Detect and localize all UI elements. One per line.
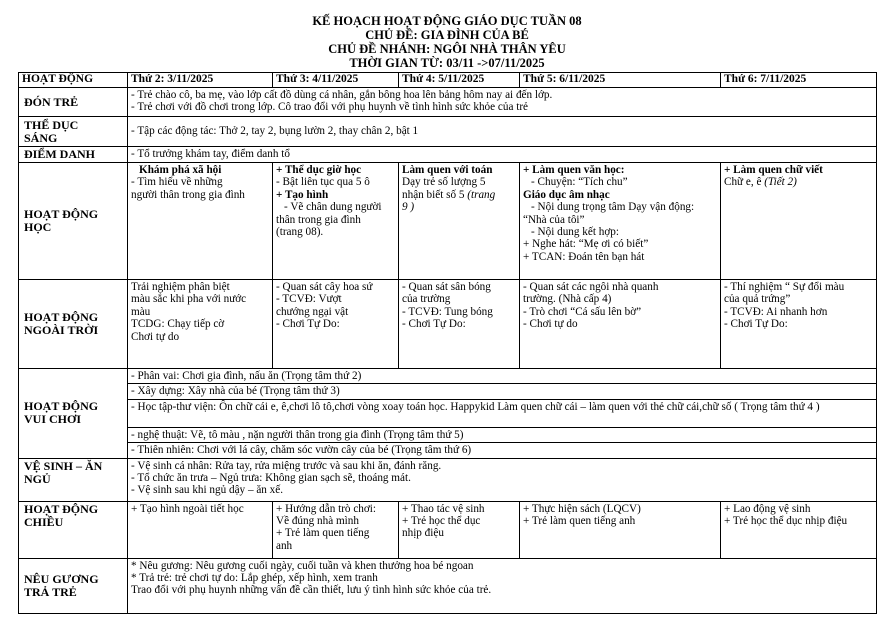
hoc-thursday: + Làm quen văn học: - Chuyện: “Tích chu” Giáo dục âm nhạc - Nội dung trọng tâm Dạy vận động: “Nhà của tôi” - Nội dung kết hợp: + Nghe hát: “Mẹ ơi có biết” + TCAN: Đoán tên bạn hát [520,163,721,280]
chieu-wednesday: + Thao tác vệ sinh + Trẻ học thể dục nhịp điệu [399,501,520,558]
col-tuesday: Thứ 3: 4/11/2025 [273,73,399,88]
label-chieu: HOẠT ĐỘNG CHIỀU [19,501,128,558]
title-time-range: THỜI GIAN TỪ: 03/11 ->07/11/2025 [349,56,545,70]
chieu-thursday: + Thực hiện sách (LQCV) + Trẻ làm quen tiếng anh [520,501,721,558]
ngoai-troi-thursday: - Quan sát các ngôi nhà quanh trường. (Nhà cấp 4) - Trò chơi “Cá sấu lên bờ” - Chơi tự do [520,280,721,369]
col-wednesday: Thứ 4: 5/11/2025 [399,73,520,88]
row-vui-choi-5 [19,443,877,458]
label-vui-choi: HOẠT ĐỘNG VUI CHƠI [19,369,128,459]
hoc-friday: + Làm quen chữ viết Chữ e, ê (Tiết 2) [721,163,877,280]
don-tre-content: - Trẻ chào cô, ba mẹ, vào lớp cất đồ dùng cá nhân, gắn bông hoa lên bảng hôm nay ai đến lớp. - Trẻ chơi với đồ chơi trong lớp. Cô trao đổi với phụ huynh về tình hình sức khỏe của trẻ [128,88,877,117]
title-subtheme: CHỦ ĐỀ NHÁNH: NGÔI NHÀ THÂN YÊU [328,42,566,56]
vui-choi-xay-dung: - Xây dựng: Xây nhà của bé (Trọng tâm thứ 3) [128,384,877,399]
label-the-duc-sang: THỂ DỤC SÁNG [19,117,128,147]
label-diem-danh: ĐIỂM DANH [19,147,128,163]
title-theme: CHỦ ĐỀ: GIA ĐÌNH CỦA BÉ [365,28,529,42]
row-diem-danh [19,147,877,163]
chieu-friday: + Lao động vệ sinh + Trẻ học thể dục nhịp điệu [721,501,877,558]
chieu-monday: + Tạo hình ngoài tiết học [128,501,273,558]
col-monday: Thứ 2: 3/11/2025 [128,73,273,88]
label-neu-guong: NÊU GƯƠNG TRẢ TRẺ [19,558,128,613]
the-duc-content: - Tập các động tác: Thở 2, tay 2, bụng lườn 2, thay chân 2, bật 1 [128,117,877,147]
ngoai-troi-monday: Trải nghiệm phân biệt màu sắc khi pha với nước màu TCDG: Chạy tiếp cờ Chơi tự do [128,280,273,369]
title-week: KẾ HOẠCH HOẠT ĐỘNG GIÁO DỤC TUẦN 08 [312,14,582,28]
ngoai-troi-friday: - Thí nghiệm “ Sự đổi màu của quả trứng” - TCVĐ: Ai nhanh hơn - Chơi Tự Do: [721,280,877,369]
label-ve-sinh: VỆ SINH – ĂN NGỦ [19,458,128,501]
row-neu-guong [19,558,877,613]
vui-choi-hoc-tap: - Học tập-thư viện: Ôn chữ cái e, ê,chơi lô tô,chơi vòng xoay toán học. Happykid Làm quen chữ cái – làm quen với thẻ chữ cái,chữ số ( Trọng tâm thứ 4 ) [128,399,877,427]
document-header [0,14,894,70]
row-hoat-dong-hoc [19,163,877,280]
row-the-duc-sang [19,117,877,147]
row-vui-choi-3 [19,399,877,427]
ve-sinh-content: - Vệ sinh cá nhân: Rửa tay, rửa miệng trước và sau khi ăn, đánh răng. - Tổ chức ăn trưa – Ngủ trưa: Không gian sạch sẽ, thoáng mát. - Vệ sinh sau khi ngủ dậy – ăn xế. [128,458,877,501]
label-ngoai-troi: HOẠT ĐỘNG NGOÀI TRỜI [19,280,128,369]
hoc-monday: Khám phá xã hội - Tìm hiểu về những người thân trong gia đình [128,163,273,280]
diem-danh-content: - Tổ trưởng khám tay, điểm danh tổ [128,147,877,163]
header-row [19,73,877,88]
row-vui-choi-1 [19,369,877,384]
col-activity: HOẠT ĐỘNG [19,73,128,88]
label-hoat-dong-hoc: HOẠT ĐỘNG HỌC [19,163,128,280]
vui-choi-phan-vai: - Phân vai: Chơi gia đình, nấu ăn (Trọng tâm thứ 2) [128,369,877,384]
neu-guong-content: * Nêu gương: Nêu gương cuối ngày, cuối tuần và khen thưởng hoa bé ngoan * Trả trẻ: trẻ chơi tự do: Lắp ghép, xếp hình, xem tranh Trao đổi với phụ huynh những vấn đề cần thiết, lưu ý tình hình sức khỏe của trẻ. [128,558,877,613]
label-don-tre: ĐÓN TRẺ [19,88,128,117]
hoc-wednesday: Làm quen với toán Dạy trẻ số lượng 5 nhận biết số 5 (trang 9 ) [399,163,520,280]
col-thursday: Thứ 5: 6/11/2025 [520,73,721,88]
ngoai-troi-wednesday: - Quan sát sân bóng của trường - TCVĐ: Tung bóng - Chơi Tự Do: [399,280,520,369]
hoc-tuesday: + Thể dục giờ học - Bật liên tục qua 5 ô + Tạo hình - Vẽ chân dung người thân trong gia đình (trang 08). [273,163,399,280]
row-ve-sinh [19,458,877,501]
col-friday: Thứ 6: 7/11/2025 [721,73,877,88]
schedule-table [18,72,877,614]
row-ngoai-troi [19,280,877,369]
chieu-tuesday: + Hướng dẫn trò chơi: Về đúng nhà mình + Trẻ làm quen tiếng anh [273,501,399,558]
vui-choi-thien-nhien: - Thiên nhiên: Chơi với lá cây, chăm sóc vườn cây của bé (Trọng tâm thứ 6) [128,443,877,458]
row-chieu [19,501,877,558]
vui-choi-nghe-thuat: - nghệ thuật: Vẽ, tô màu , nặn người thân trong gia đình (Trọng tâm thứ 5) [128,427,877,442]
row-vui-choi-2 [19,384,877,399]
row-don-tre [19,88,877,117]
row-vui-choi-4 [19,427,877,442]
ngoai-troi-tuesday: - Quan sát cây hoa sứ - TCVĐ: Vượt chướng ngại vật - Chơi Tự Do: [273,280,399,369]
